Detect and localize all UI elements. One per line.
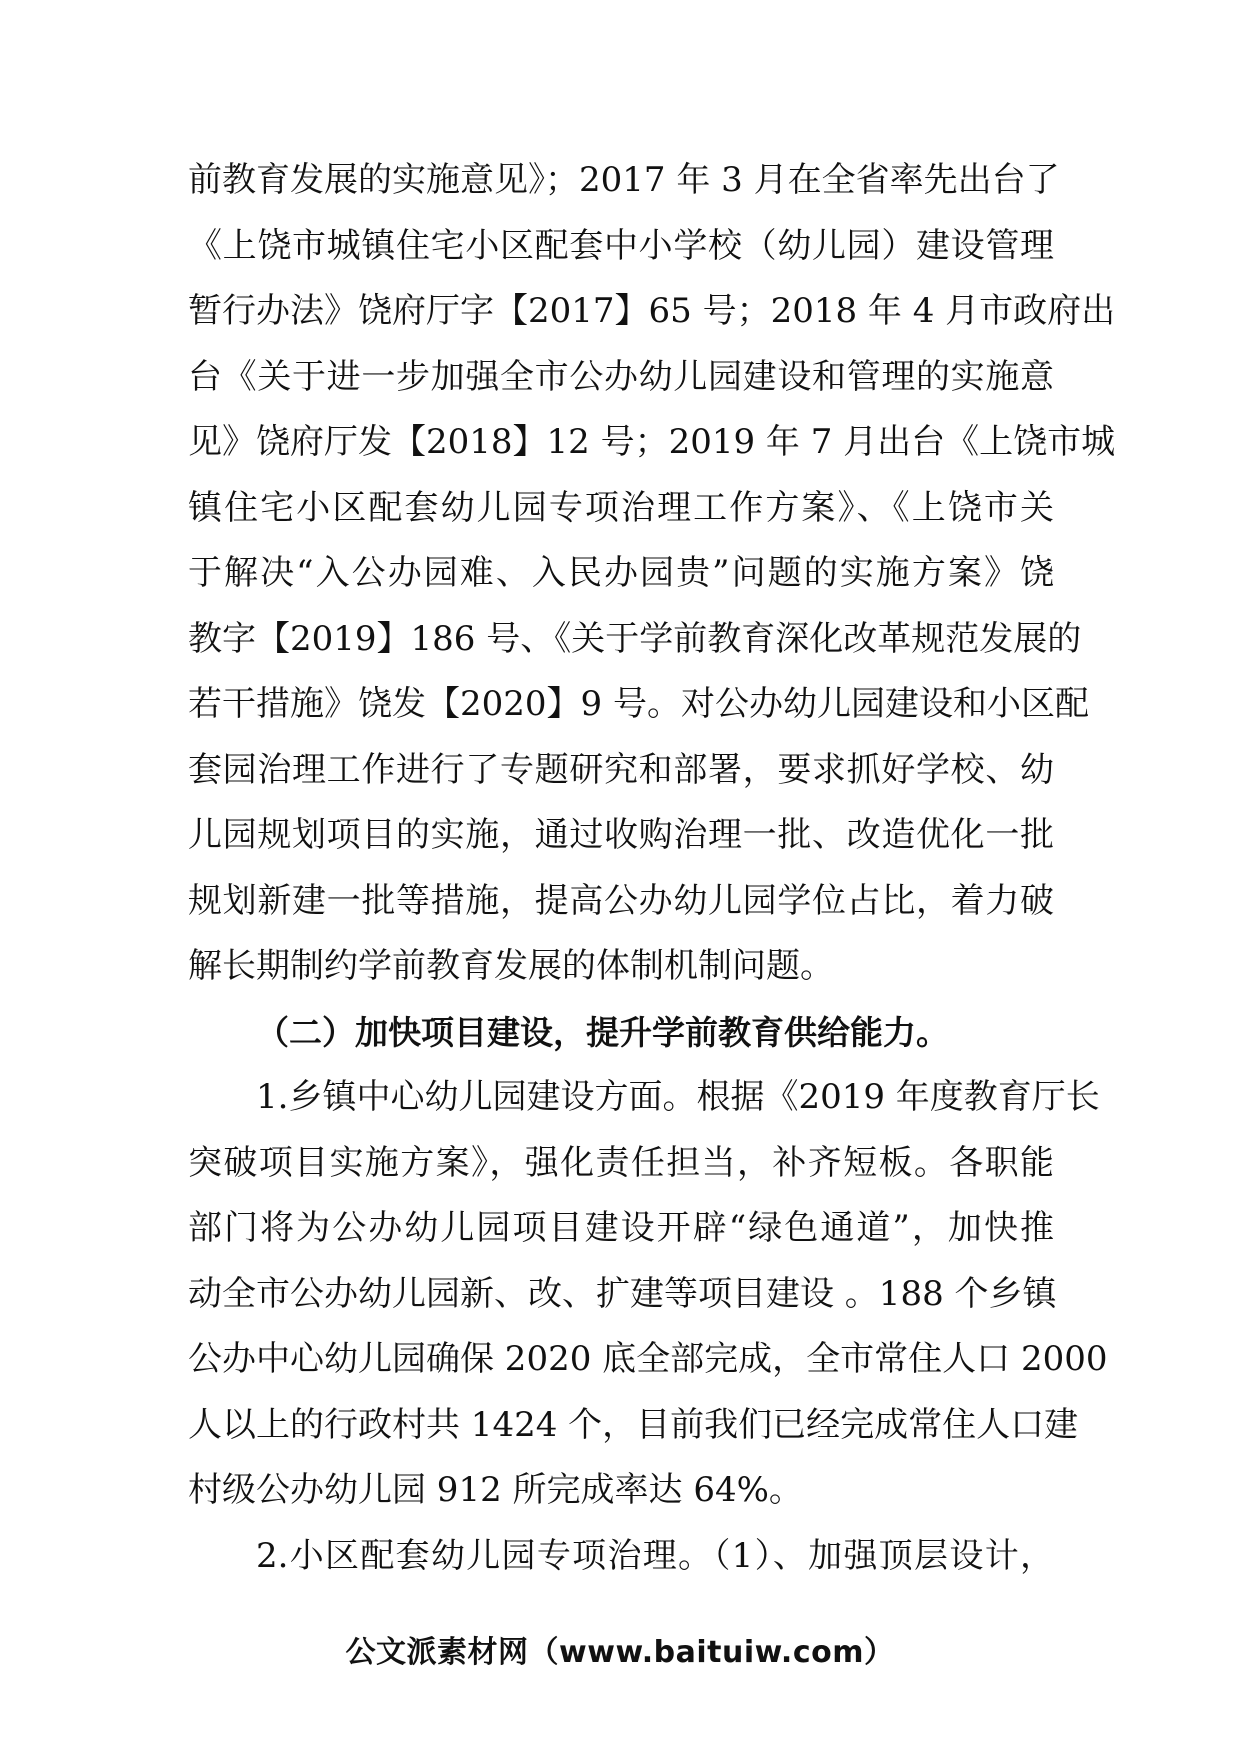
paragraph-line: 暂行办法》饶府厅字【2017】65 号；2018 年 4 月市政府出: [188, 291, 1116, 331]
paragraph-line: 解长期制约学前教育发展的体制机制问题。: [188, 946, 834, 986]
paragraph-line: 见》饶府厅发【2018】12 号；2019 年 7 月出台《上饶市城: [188, 422, 1116, 462]
paragraph-line: 人以上的行政村共 1424 个，目前我们已经完成常住人口建: [188, 1404, 1079, 1445]
paragraph-line: 部门将为公办幼儿园项目建设开辟“绿色通道”，加快推: [188, 1208, 1054, 1248]
paragraph-line: 前教育发展的实施意见》；2017 年 3 月在全省率先出台了: [188, 160, 1060, 200]
paragraph-line: 儿园规划项目的实施，通过收购治理一批、改造优化一批: [188, 815, 1054, 855]
paragraph-line: 《上饶市城镇住宅小区配套中小学校（幼儿园）建设管理: [188, 225, 1054, 266]
paragraph-line: 2.小区配套幼儿园专项治理。（1）、加强顶层设计，: [256, 1535, 1054, 1576]
footer-watermark: 公文派素材网（www.baituiw.com）: [345, 1635, 895, 1670]
paragraph-line: 镇住宅小区配套幼儿园专项治理工作方案》、《上饶市关: [188, 487, 1054, 528]
paragraph-line: 若干措施》饶发【2020】9 号。对公办幼儿园建设和小区配: [188, 684, 1089, 724]
paragraph-line: 台《关于进一步加强全市公办幼儿园建设和管理的实施意: [188, 356, 1054, 397]
paragraph-line: 突破项目实施方案》，强化责任担当，补齐短板。各职能: [188, 1142, 1054, 1183]
paragraph-line: 公办中心幼儿园确保 2020 底全部完成，全市常住人口 2000: [188, 1339, 1108, 1379]
paragraph-line: 套园治理工作进行了专题研究和部署，要求抓好学校、幼: [188, 749, 1054, 790]
paragraph-line: 村级公办幼儿园 912 所完成率达 64%。: [188, 1470, 803, 1510]
paragraph-line: 于解决“入公办园难、入民办园贵”问题的实施方案》饶: [188, 553, 1054, 593]
paragraph-line: 教字【2019】186 号、《关于学前教育深化改革规范发展的: [188, 618, 1082, 659]
paragraph-line: 1.乡镇中心幼儿园建设方面。根据《2019 年度教育厅长: [256, 1077, 1100, 1117]
document-body: [188, 148, 1116, 1589]
paragraph-line: 规划新建一批等措施，提高公办幼儿园学位占比，着力破: [188, 880, 1054, 921]
section-heading: （二）加快项目建设，提升学前教育供给能力。: [256, 1012, 949, 1052]
paragraph-line: 动全市公办幼儿园新、改、扩建等项目建设 。188 个乡镇: [188, 1273, 1057, 1314]
